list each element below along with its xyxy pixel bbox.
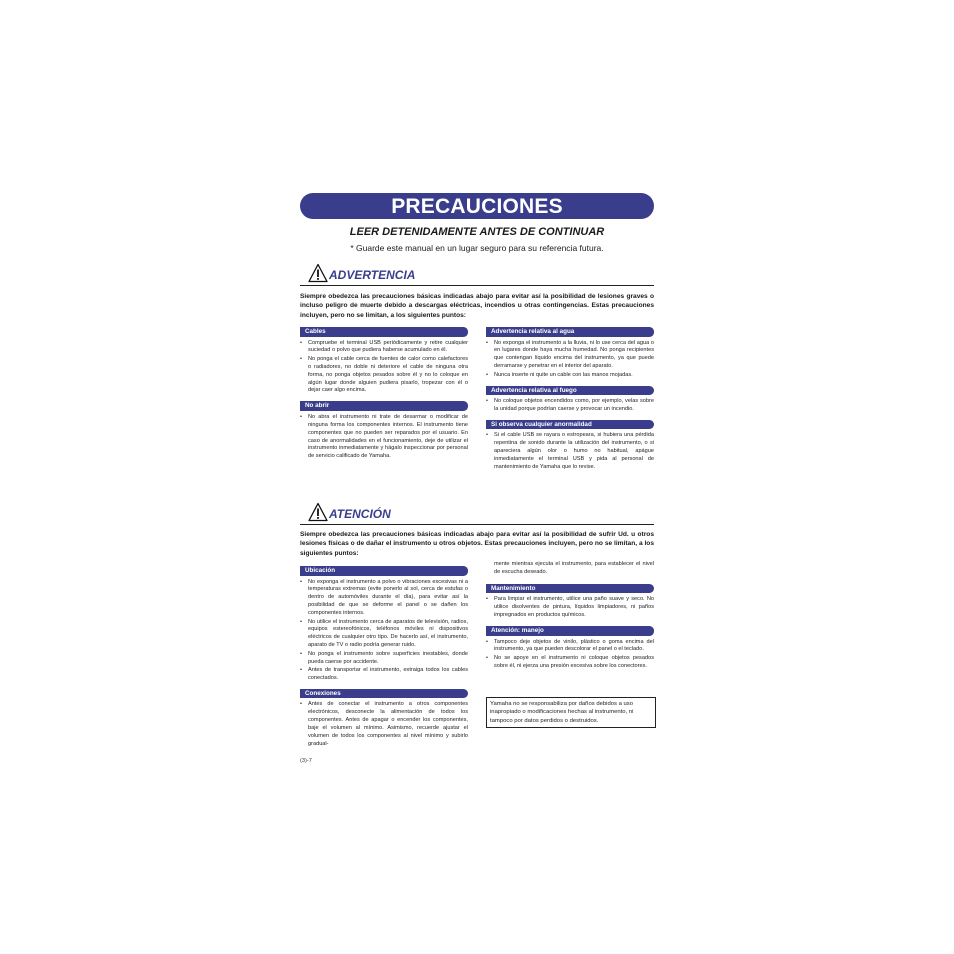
advertencia-header (300, 263, 654, 286)
section-cables (300, 327, 468, 395)
disclaimer-box: Yamaha no se responsabiliza por daños debidos a uso inapropiado o modificaciones hechas al instrumento, ni tampoco por datos perdidos o destruidos. (486, 697, 656, 728)
section-title: Mantenimiento (486, 584, 654, 594)
atencion-intro: Siempre obedezca las precauciones básicas indicadas abajo para evitar así la posibilidad de sufrir Ud. u otros lesiones físicas o de dañar el instrumento u otros objetos. Estas precauciones incluyen, pero no se limitan, a los siguientes puntos: (300, 531, 654, 557)
list-item: • Antes de transportar el instrumento, extraiga todos los cables conectados. (300, 667, 468, 683)
section-title: Cables (300, 327, 468, 337)
list-item: • No se apoye en el instrumento ni coloque objetos pesados sobre él, ni ejerza una presión excesiva sobre los conectores. (486, 655, 654, 671)
section-fuego (486, 386, 654, 414)
section-title: Advertencia relativa al fuego (486, 386, 654, 396)
atencion-right-column (486, 561, 654, 671)
section-title: Si observa cualquier anormalidad (486, 420, 654, 430)
page-title: PRECAUCIONES (300, 193, 654, 219)
advertencia-right-column (486, 327, 654, 472)
section-no-abrir (300, 401, 468, 461)
list-item: • Para limpiar el instrumento, utilice una paño suave y seco. No utilice disolventes de pintura, líquidos limpiadores, ni paños impregnados en productos químicos. (486, 596, 654, 620)
subtitle: LEER DETENIDAMENTE ANTES DE CONTINUAR (349, 226, 605, 238)
section-anormalidad (486, 420, 654, 472)
list-item: • Compruebe el terminal USB periódicamente y retire cualquier suciedad o polvo que pudiera haberse acumulado en él. (300, 340, 468, 356)
section-mantenimiento (486, 584, 654, 620)
section-conexiones (300, 689, 468, 749)
list-item: • Tampoco deje objetos de vinilo, plástico o goma encima del instrumento, ya que pueden descolorar el panel o el teclado. (486, 639, 654, 655)
atencion-heading: ATENCIÓN (329, 507, 391, 521)
section-title: Conexiones (300, 689, 468, 699)
list-item: • No exponga el instrumento a la lluvia, ni lo use cerca del agua o en lugares donde haya mucha humedad. No ponga recipientes que contengan líquido encima del instrumento, ya que puede derramarse y penetrar en el interior del aparato. (486, 340, 654, 372)
page-number: (3)-7 (300, 758, 312, 764)
list-item: • Nunca inserte ni quite un cable con las manos mojadas. (486, 372, 654, 380)
keep-manual-note: * Guarde este manual en un lugar seguro para su referencia futura. (350, 243, 604, 253)
atencion-header (300, 502, 654, 525)
continued-text: mente mientras ejecuta el instrumento, para establecer el nivel de escucha deseado. (494, 561, 654, 575)
section-title: No abrir (300, 401, 468, 411)
list-item: • Si el cable USB se rayara o estropeara, si hubiera una pérdida repentina de sonido durante la utilización del instrumento, o si apareciera algún olor o humo no habitual, apágue inmediatamente el terminal USB y pida al personal de mantenimiento de Yamaha que lo revise. (486, 432, 654, 472)
list-item: • No ponga el instrumento sobre superficies inestables, donde pueda caerse por accidente. (300, 651, 468, 667)
list-item: • No ponga el cable cerca de fuentes de calor como calefactores o radiadores, no doble ni deteriore el cable de ninguna otra forma, no ponga objetos pesados sobre él y no lo coloque en algún lugar donde alguien pudiera pisarlo, tropezar con él o dejar caer algo encima. (300, 356, 468, 396)
advertencia-intro: Siempre obedezca las precauciones básicas indicadas abajo para evitar así la posibilidad de lesiones graves o incluso peligro de muerte debido a descargas eléctricas, incendios u otras contingencias. Estas precauciones incluyen, pero no se limitan, a los siguientes puntos: (300, 293, 654, 319)
list-item: • No utilice el instrumento cerca de aparatos de televisión, radios, equipos estereofónicos, teléfonos móviles ni dispositivos eléctricos de cualquier otro tipo. De hacerlo así, el instrumento, aparato de TV o radio podría generar ruido. (300, 619, 468, 651)
section-title: Advertencia relativa al agua (486, 327, 654, 337)
section-atencion-manejo (486, 626, 654, 671)
warning-triangle-icon (308, 502, 328, 527)
list-item: • No abra el instrumento ni trate de desarmar o modificar de ninguna forma los componentes internos. El instrumento tiene componentes que no pueden ser reparados por el usuario. En caso de anormalidades en el funcionamiento, deje de utilizar el instrumento inmediatamente y hágalo inspeccionar por personal de servicio calificado de Yamaha. (300, 414, 468, 461)
list-item: • No exponga el instrumento a polvo o vibraciones excesivas ni a temperaturas extremas (evite ponerlo al sol, cerca de estufas o dentro de automóviles durante el día), para evitar así la posibilidad de que se deforme el panel o se dañen los componentes internos. (300, 579, 468, 619)
list-item: • Antes de conectar el instrumento a otros componentes electrónicos, desconecte la alimentación de todos los componentes. Antes de apagar o encender los componentes, baje el volumen al mínimo. Asimismo, recuerde ajustar el volumen de todos los componentes al nivel mínimo y subirlo gradual- (300, 701, 468, 748)
warning-triangle-icon (308, 263, 328, 288)
advertencia-heading: ADVERTENCIA (329, 268, 416, 282)
section-title: Atención: manejo (486, 626, 654, 636)
atencion-left-column (300, 566, 468, 749)
list-item: • No coloque objetos encendidos como, por ejemplo, velas sobre la unidad porque podrían caerse y provocar un incendio. (486, 398, 654, 414)
section-ubicacion (300, 566, 468, 683)
section-agua (486, 327, 654, 380)
advertencia-left-column (300, 327, 468, 462)
section-title: Ubicación (300, 566, 468, 576)
